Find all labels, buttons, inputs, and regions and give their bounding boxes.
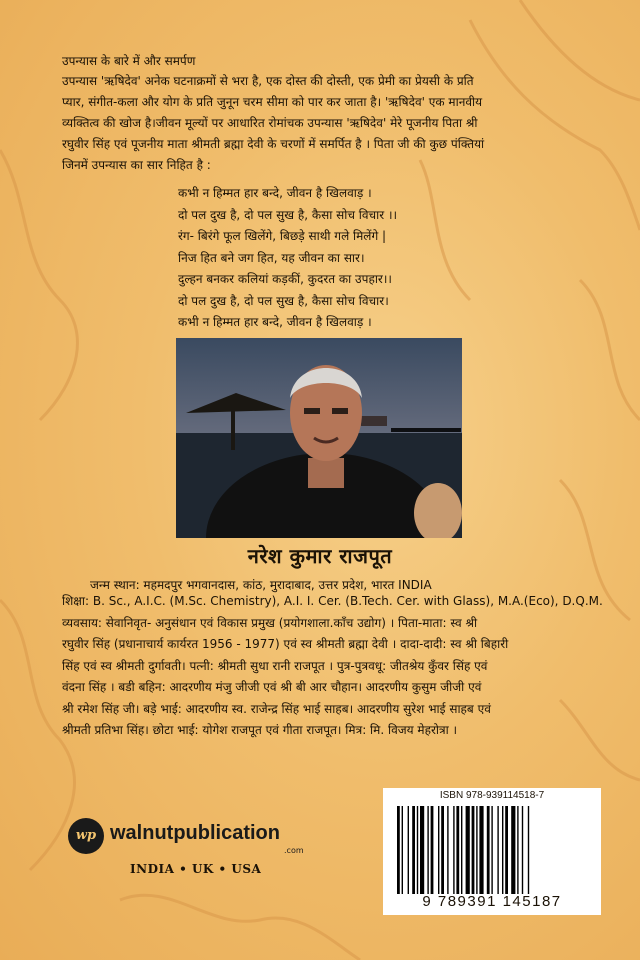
poem-line: कभी न हिम्मत हार बन्दे, जीवन है खिलवाड़ । — [178, 315, 372, 329]
walnut-wp-circle-icon: wp — [68, 818, 104, 854]
poem-line: कभी न हिम्मत हार बन्दे, जीवन है खिलवाड़ । — [178, 186, 372, 200]
poem-block — [178, 183, 397, 334]
bio-line: वंदना सिंह । बडी बहिन: आदरणीय मंजु जीजी एवं श्री बी आर चौहान। आदरणीय कुसुम जीजी एवं — [62, 680, 482, 694]
isbn-digits: 9 789391 145187 — [422, 893, 562, 910]
publisher-domain: .com — [284, 846, 304, 855]
birthplace-line: जन्म स्थान: महमदपुर भगवानदास, कांठ, मुरादाबाद, उत्तर प्रदेश, भारत INDIA — [90, 578, 432, 592]
poem-line: दुल्हन बनकर कलियां कड़कीं, कुदरत का उपहार।। — [178, 272, 392, 286]
bio-line: सिंह एवं स्व श्रीमती दुर्गावती। पत्नी: श्रीमती सुधा रानी राजपूत । पुत्र-पुत्रवधू: जीतश्रेय कुँवर सिंह एवं — [62, 658, 488, 673]
barcode-bars — [397, 806, 587, 894]
intro-paragraph — [62, 71, 602, 176]
bio-line: व्यवसाय: सेवानिवृत- अनुसंधान एवं विकास प्रमुख (प्रयोगशाला.काँच उद्योग) । पिता-माता: स्व श्री — [62, 615, 478, 630]
section-heading: उपन्यास के बारे में और समर्पण — [62, 54, 196, 68]
bio-line: शिक्षा: B. Sc., A.I.C. (M.Sc. Chemistry), A.I. I. Cer. (B.Tech. Cer. with Glass), M.A.(Eco), D.Q.M. — [62, 594, 603, 608]
publisher-countries: INDIA • UK • USA — [130, 862, 262, 876]
author-name: नरेश कुमार राजपूत — [247, 544, 393, 568]
intro-line: व्यक्तित्व की खोज है।जीवन मूल्यों पर आधारित रोमांचक उपन्यास 'ऋषिदेव' मेरे पूजनीय पिता श्री — [62, 116, 478, 130]
bio-line: श्री रमेश सिंह जी। बड़े भाई: आदरणीय स्व. राजेन्द्र सिंह भाई साहब। आदरणीय सुरेश भाई साहब एवं — [62, 701, 491, 716]
intro-line: प्यार, संगीत-कला और योग के प्रति जुनून चरम सीमा को पार कर जाता है। 'ऋषिदेव' एक मानवीय — [62, 95, 483, 109]
publisher-name: walnutpublication — [110, 822, 280, 844]
poem-line: रंग- बिरंगे फूल खिलेंगे, बिछड़े साथी गले मिलेंगे | — [178, 229, 387, 243]
poem-line: दो पल दुख है, दो पल सुख है, कैसा सोच विचार। — [178, 293, 389, 308]
intro-line: उपन्यास 'ऋषिदेव' अनेक घटनाक्रमों से भरा है, एक दोस्त की दोस्ती, एक प्रेमी का प्रेयसी के प्रति — [62, 74, 474, 88]
isbn-barcode — [383, 788, 601, 915]
intro-line: रघुवीर सिंह एवं पूजनीय माता श्रीमती ब्रह्मा देवी के चरणों में समर्पित है । पिता जी की कुछ पंक्तियां — [62, 137, 485, 151]
bio-line: श्रीमती प्रतिभा सिंह। छोटा भाई: योगेश राजपूत एवं गीता राजपूत। मित्र: मि. विजय मेहरोत्रा । — [62, 723, 458, 737]
intro-line: जिनमें उपन्यास का सार निहित है : — [62, 158, 211, 172]
poem-line: दो पल दुख है, दो पल सुख है, कैसा सोच विचार ।। — [178, 207, 398, 222]
isbn-label: ISBN 978-939114518-7 — [439, 790, 545, 801]
bio-line: रघुवीर सिंह (प्रधानाचार्य कार्यरत 1956 - 1977) एवं स्व श्रीमती ब्रह्मा देवी । दादा-दादी: स्व श्री बिहारी — [62, 637, 509, 651]
poem-line: निज हित बने जग हित, यह जीवन का सार। — [178, 250, 365, 265]
author-photo — [176, 338, 462, 538]
author-bio — [62, 591, 622, 742]
